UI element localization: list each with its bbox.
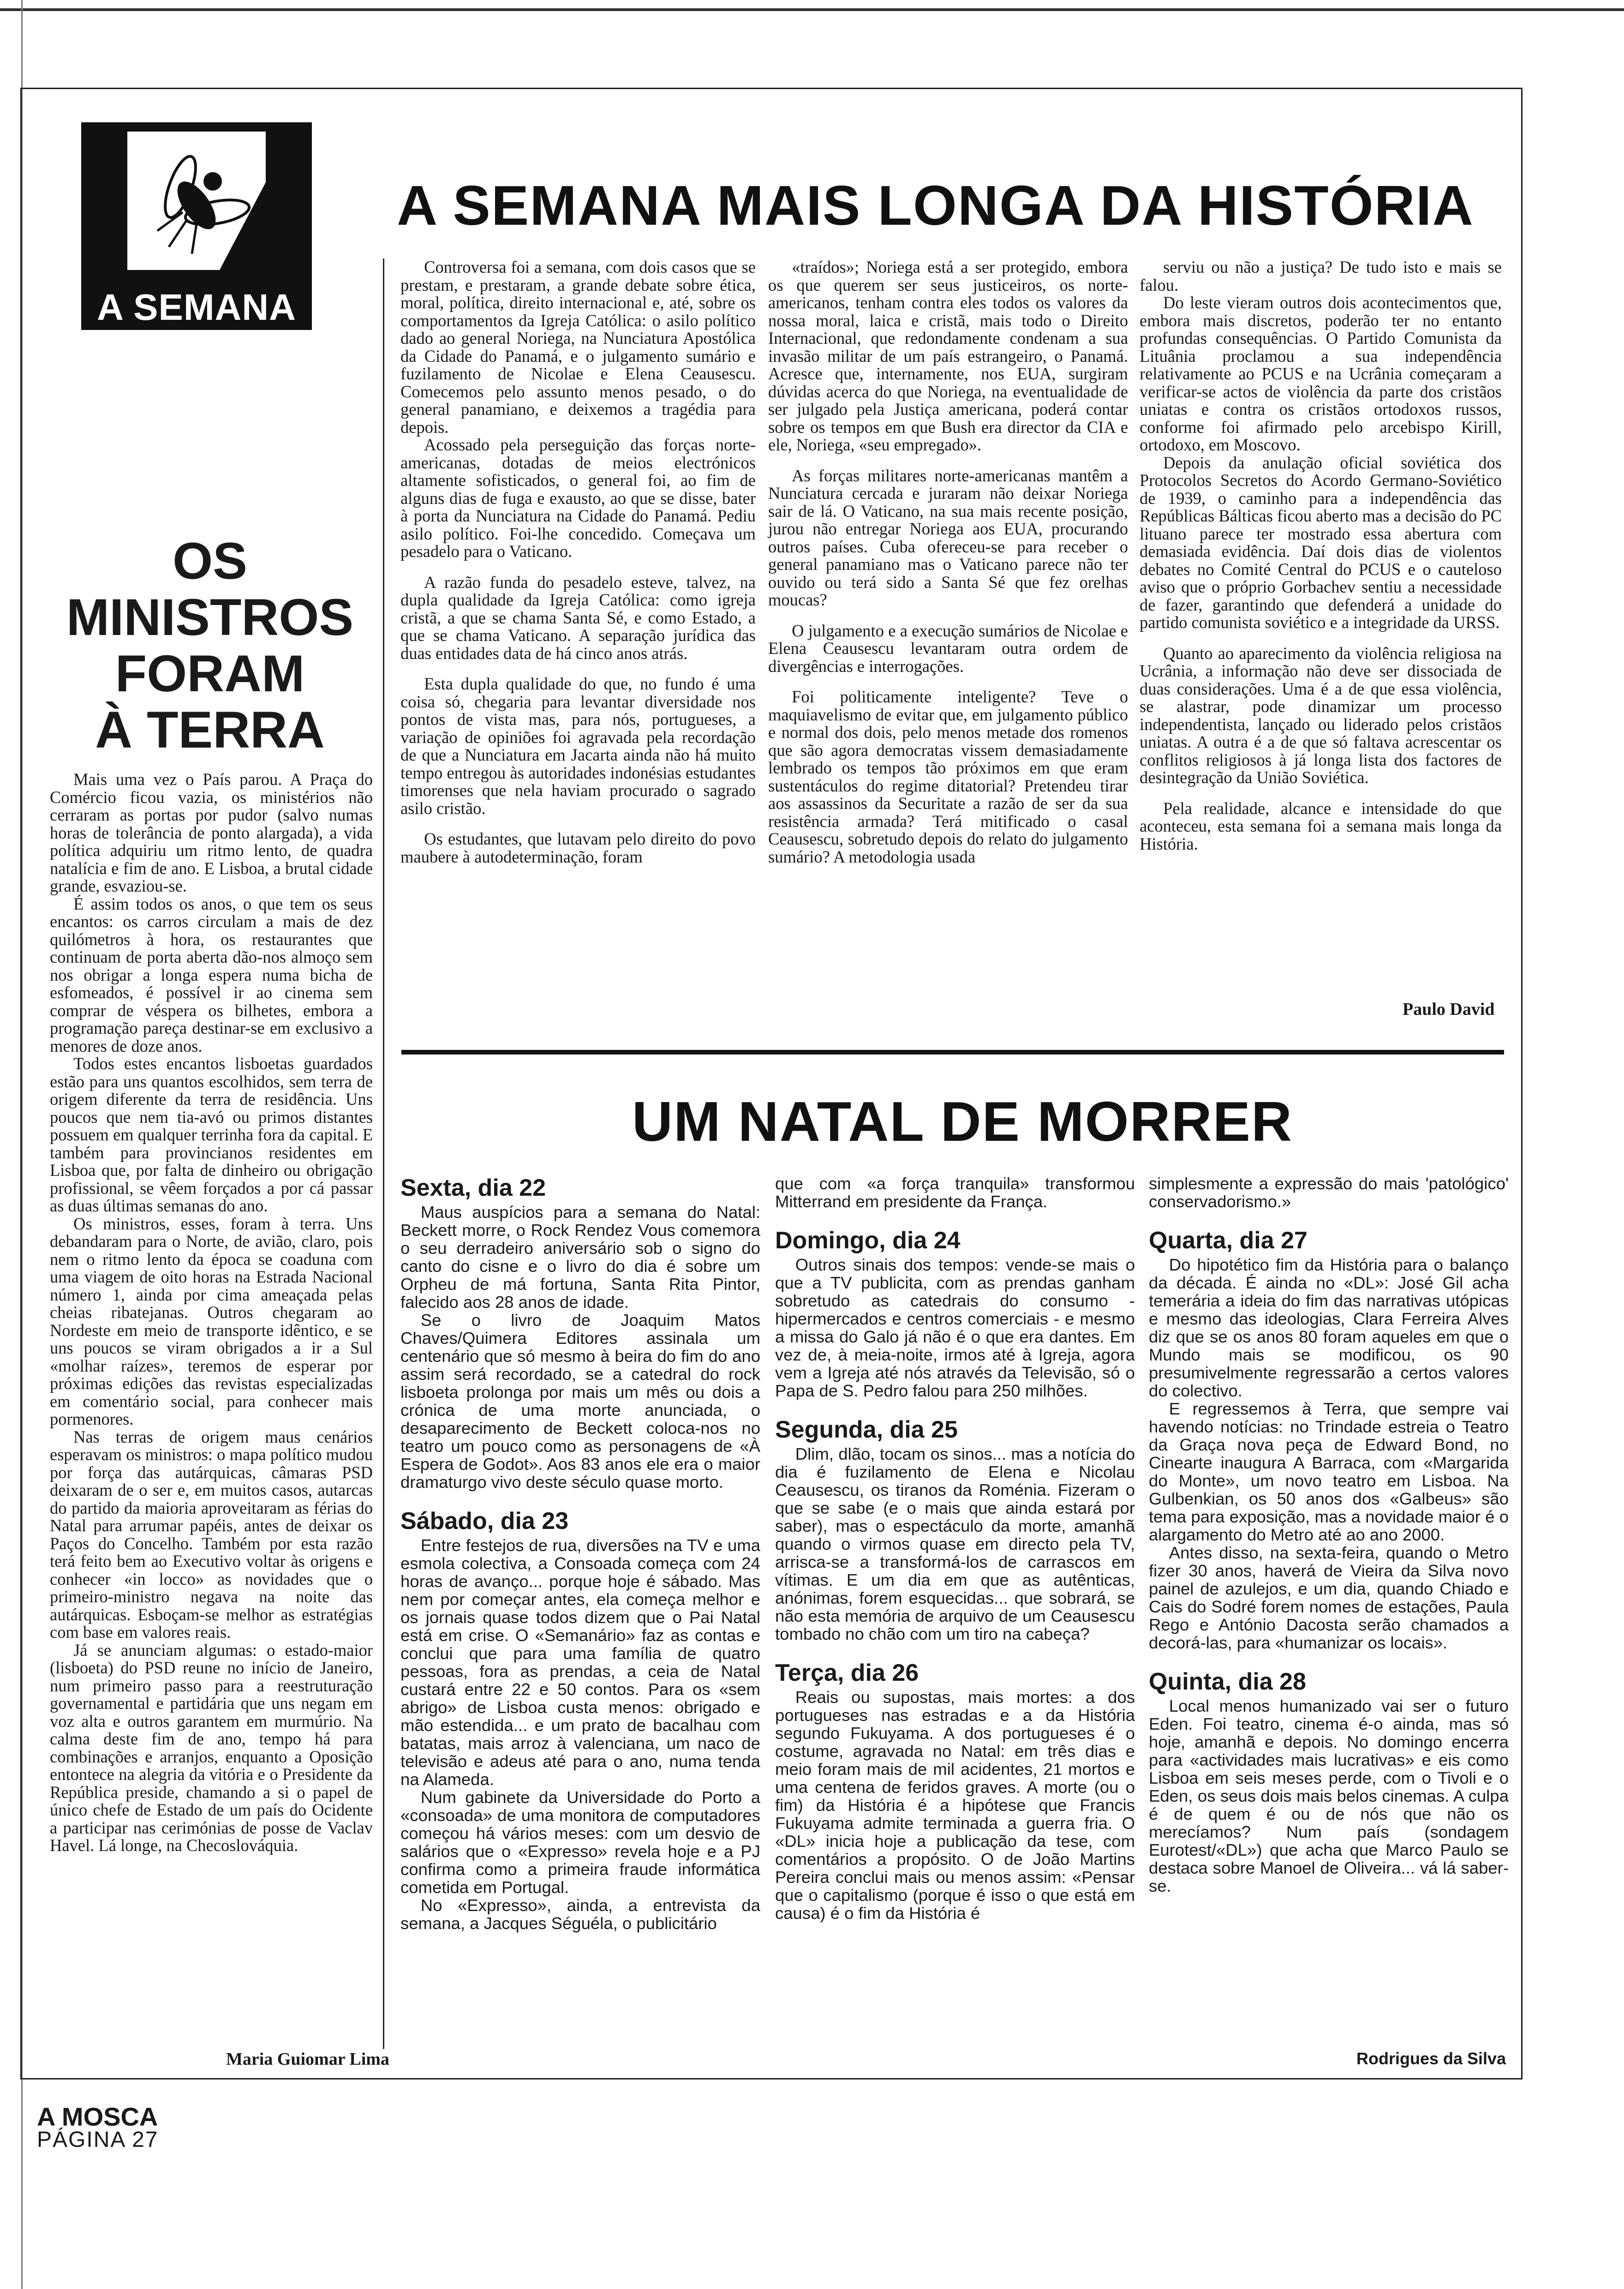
page-footer	[37, 2102, 159, 2152]
main-headline: A SEMANA MAIS LONGA DA HISTÓRIA	[397, 174, 1474, 237]
section-label: A SEMANA	[97, 287, 296, 328]
paragraph: E regressemos à Terra, que sempre vai havendo notícias: no Trindade estreia o Teatro da Graça nova peça de Edward Bond, no Cinearte inaugura A Barraca, com «Margarida do Monte», um novo teatro em Lisboa. Na Gulbenkian, os 50 anos dos «Galbeus» são tema para exposição, mas a novidade maior é o alargamento do Metro até ao ano 2000.	[1149, 1399, 1509, 1544]
paragraph: A razão funda do pesadelo esteve, talvez, na dupla qualidade da Igreja Católica: como igreja cristã, a que se chama Santa Sé, e como Estado, a que se chama Vaticano. A separação jurídica das duas entidades data de há cinco anos atrás.	[400, 572, 756, 663]
day-heading: Segunda, dia 25	[775, 1416, 958, 1443]
paragraph: simplesmente a expressão do mais 'patológico' conservadorismo.»	[1149, 1174, 1509, 1211]
paragraph: Do leste vieram outros dois acontecimentos que, embora mais discretos, poderão ter no entanto profundas consequências. O Partido Comunista da Lituânia proclamou a sua independência relativamente ao PCUS e na Ucrânia começaram a verificar-se actos de violência da parte dos cristãos uniatas e contra os cristãos ortodoxos russos, conforme foi afirmado pelo arcebispo Kirill, ortodoxo, em Moscovo.	[1140, 293, 1502, 454]
side-title-line: À TERRA	[95, 701, 325, 759]
page-number: PÁGINA 27	[37, 2127, 159, 2152]
paragraph: «traídos»; Noriega está a ser protegido, embora os que querem ser seus justiceiros, os norte-americanos, tenham contra eles todos os valores da nossa moral, laica e cristã, mais todo o Direito Internacional, que redondamente condenam a sua invasão militar de um país estrangeiro, o Panamá. Acresce que, internamente, nos EUA, surgiram dúvidas acerca do que Noriega, na eventualidade de ser julgado pela Justiça americana, poderá contar sobre os tempos em que Bush era director da CIA e ele, Noriega, «seu empregado».	[768, 258, 1128, 454]
natal-column-2	[775, 1174, 1135, 2079]
side-article-body	[50, 771, 373, 2026]
paragraph: Todos estes encantos lisboetas guardados estão para uns quantos escolhidos, sem terra de origem diferente da terra de residência. Uns poucos que nem tia-avó ou primos distantes possuem em qualquer terrinha fora da capital. E também para provincianos residentes em Lisboa que, por falta de dinheiro ou obrigação profissional, se vêem forçados a por cá passar as duas últimas semanas do ano.	[50, 1054, 373, 1215]
paragraph: Nas terras de origem maus cenários esperavam os ministros: o mapa político mudou por força das autárquicas, câmaras PSD deixaram de o ser e, em muitos casos, autarcas do partido da maioria aproveitaram as férias do Natal para arrumar papéis, antes de deixar os Paços do Concelho. Também por esta razão terá feito bem ao Executivo voltar às origens e conhecer «in locco» as novidades que o primeiro-ministro negava na noite das autárquicas. Esboçam-se melhor as estratégias com base em valores reais.	[50, 1427, 373, 1642]
paragraph: No «Expresso», ainda, a entrevista da semana, a Jacques Séguéla, o publicitário	[400, 1896, 760, 1933]
side-article-author: Maria Guiomar Lima	[226, 2049, 389, 2069]
paragraph: Antes disso, na sexta-feira, quando o Metro fizer 30 anos, haverá de Vieira da Silva novo painel de azulejos, e um dia, quando Chiado e Cais do Sodré forem nomes de estações, Paula Rego e António Dacosta serão chamados a decorá-las, para «humanizar os locais».	[1149, 1543, 1509, 1652]
day-heading: Domingo, dia 24	[775, 1227, 961, 1254]
main-article-column-1	[400, 258, 756, 1025]
paragraph: Num gabinete da Universidade do Porto a «consoada» de uma monitora de computadores começou há vários meses: com um desvio de salários que o «Expresso» revela hoje e a PJ confirma como a primeira fraude informática cometida em Portugal.	[400, 1788, 760, 1897]
paragraph: Foi politicamente inteligente? Teve o maquiavelismo de evitar que, em julgamento público e normal dos dois, pelo menos metade dos romenos que são agora democratas vissem demasiadamente lembrado os tempos tão próximos em que eram sustentáculos do regime ditatorial? Pretendeu tirar aos assassinos da Securitate a razão de ser da sua resistência armada? Terá mitificado o casal Ceausescu, sobretudo depois do relato do julgamento sumário? A metodologia usada	[768, 687, 1128, 866]
day-heading: Quarta, dia 27	[1149, 1227, 1308, 1254]
natal-column-3	[1149, 1174, 1509, 2051]
paragraph: Esta dupla qualidade do que, no fundo é uma coisa só, chegaria para levantar diversidade nos pontos de vista mas, para nós, portugueses, a variação de opiniões foi agravada pela recordação de que a Nunciatura em Jacarta ainda não há muito tempo entregou às autoridades indonésias estudantes timorenses que nela haviam procurado o sagrado asilo cristão.	[400, 674, 756, 818]
main-article-author: Paulo David	[1403, 1000, 1495, 1019]
paragraph: que com «a força tranquila» transformou Mitterrand em presidente da França.	[775, 1174, 1135, 1211]
side-title-line: MINISTROS	[66, 588, 354, 646]
paragraph: Acossado pela perseguição das forças norte-americanas, dotadas de meios electrónicos altamente sofisticados, o general foi, ao fim de alguns dias de fuga e exausto, ao que se disse, bater à porta da Nunciatura na Cidade do Panamá. Pediu asilo político. Foi-lhe concedido. Começava um pesadelo para o Vaticano.	[400, 435, 756, 561]
paragraph: Maus auspícios para a semana do Natal: Beckett morre, o Rock Rendez Vous comemora o seu derradeiro aniversário sob o signo do canto do cisne e o livro do dia é sobre um Orpheu de má fortuna, Santa Rita Pintor, falecido aos 28 anos de idade.	[400, 1203, 760, 1312]
paragraph: Se o livro de Joaquim Matos Chaves/Quimera Editores assinala um centenário que só mesmo à beira do fim do ano assim será recordado, se a catedral do rock lisboeta prolonga por mais um mês ou dois a crónica de uma morte anunciada, o desaparecimento de Beckett coloca-nos no teatro um pouco como as personagens de «À Espera de Godot». Aos 83 anos ele era o maior dramaturgo vivo deste século quase morto.	[400, 1311, 760, 1492]
natal-headline: UM NATAL DE MORRER	[632, 1090, 1293, 1153]
day-heading: Sábado, dia 23	[400, 1508, 569, 1534]
article-separator	[401, 1050, 1504, 1055]
paragraph: Controversa foi a semana, com dois casos que se prestam, e prestaram, a grande debate sobre ética, moral, política, direito internacional e, até, sobre os comportamentos da Igreja Católica: o asilo político dado ao general Noriega, na Nunciatura Apostólica da Cidade do Panamá, e o julgamento sumário e fuzilamento de Nicolae e Elena Ceausescu. Comecemos pelo assunto menos pesado, o do general panamiano, e deixemos a tragédia para depois.	[400, 258, 756, 437]
paragraph: Pela realidade, alcance e intensidade do que aconteceu, esta semana foi a semana mais longa da História.	[1140, 798, 1502, 853]
paragraph: O julgamento e a execução sumários de Nicolae e Elena Ceausescu levantaram outra ordem de divergências e interrogações.	[768, 621, 1128, 676]
paragraph: Reais ou supostas, mais mortes: a dos portugueses nas estradas e a da História segundo Fukuyama. A dos portugueses é o costume, agravada no Natal: em três dias e meio foram mais de mil acidentes, 21 mortos e uma centena de feridos graves. A morte (ou o fim) da História é a hipótese que Francis Fukuyama admite terminada a guerra fria. O «DL» inicia hoje a publicação da tese, com comentários a propósito. O de João Martins Pereira conclui mais ou menos assim: «Pensar que o capitalismo (porque é isso o que está em causa) é o fim da História é	[775, 1688, 1135, 1923]
day-heading: Quinta, dia 28	[1149, 1668, 1306, 1695]
side-title-line: FORAM	[115, 645, 305, 702]
paragraph: É assim todos os anos, o que tem os seus encantos: os carros circulam a mais de dez quilómetros à hora, os restaurantes que continuam de porta aberta dão-nos almoço sem nos obrigar a longa espera numa bicha de esfomeados, é possível ir ao cinema sem comprar de véspera os bilhetes, embora a programação pareça destinar-se em exclusivo a menores de doze anos.	[50, 894, 373, 1055]
paragraph: Quanto ao aparecimento da violência religiosa na Ucrânia, a informação não deve ser dissociada de duas considerações. Uma é a de que essa violência, se alastrar, pode dinamizar um processo independentista, lançado ou liderado pelos cristãos uniatas. A outra é a de que só faltava acrescentar os conflitos religiosos à já longa lista dos factores de desintegração da União Soviética.	[1140, 643, 1502, 787]
paragraph: Local menos humanizado vai ser o futuro Eden. Foi teatro, cinema é-o ainda, mas só hoje, amanhã e depois. No domingo encerra para «actividades mais lucrativas» e eis como Lisboa em seis meses perde, com o Tivoli e o Eden, os seus dois mais belos cinemas. A culpa é de quem é ou de nós que não os merecíamos? Num país (sondagem Eurotest/«DL») que acha que Marco Paulo se destaca sobre Manoel de Oliveira... vá lá saber-se.	[1149, 1696, 1509, 1895]
day-heading: Terça, dia 26	[775, 1660, 919, 1686]
paragraph: Os ministros, esses, foram à terra. Uns debandaram para o Norte, de avião, claro, pois nem o ritmo lento da época se coaduna com uma viagem de oito horas na Estrada Nacional número 1, ainda por cima ameaçada pelas cheias ribatejanas. Outros chegaram ao Nordeste em meio de transporte idêntico, e se uns poucos se viram obrigados a ir a Sul «molhar raízes», teremos de esperar por próximas edições das revistas especializadas em comentário social, para conhecer mais pormenores.	[50, 1214, 373, 1428]
paragraph: As forças militares norte-americanas mantêm a Nunciatura cercada e juraram não deixar Noriega sair de lá. O Vaticano, na sua mais recente posição, jurou não entregar Noriega aos EUA, procurando outros países. Cuba ofereceu-se para receber o general panamiano mas o Vaticano parece não ter ouvido ou terá sido a Santa Sé que fez orelhas moucas?	[768, 466, 1128, 609]
column-divider	[383, 258, 384, 2049]
paragraph: Entre festejos de rua, diversões na TV e uma esmola colectiva, a Consoada começa com 24 horas de avanço... porque hoje é sábado. Mas nem por começar antes, ela começa melhor e os jornais quase todos dizem que o Pai Natal está em crise. O «Semanário» faz as contas e conclui que para uma família de quatro pessoas, fora as prendas, a ceia de Natal custará entre 22 e 50 contos. Para os «sem abrigo» de Lisboa custa menos: obrigado e mão estendida... e um prato de bacalhau com batatas, mais arroz à valenciana, um naco de televisão e adeus até para o ano, numa tenda na Alameda.	[400, 1536, 760, 1789]
side-title-line: OS	[173, 532, 247, 590]
natal-column-1	[400, 1174, 760, 2079]
fly-icon	[127, 132, 266, 270]
main-article-column-3	[1140, 258, 1502, 997]
paragraph: Depois da anulação oficial soviética dos Protocolos Secretos do Acordo Germano-Soviético de 1939, o caminho para a independência das Repúblicas Bálticas ficou aberto mas a decisão do PC lituano parece ter mostrado essa abertura com demasiada evidência. Daí dois dias de violentos debates no Comité Central do PCUS e o cauteloso aviso que o próprio Gorbachev sentiu a necessidade de fazer, garantindo que defenderá a unidade do partido comunista soviético e a integridade da URSS.	[1140, 453, 1502, 632]
side-article-title	[60, 533, 360, 758]
paragraph: Mais uma vez o País parou. A Praça do Comércio ficou vazia, os ministérios não cerraram as portas por pudor (salvo numas horas de tolerância de ponto alargada), a vida política adquiriu um ritmo lento, de quadra natalícia e fim de ano. E Lisboa, a brutal cidade grande, esvaziou-se.	[50, 770, 373, 895]
paragraph: Dlim, dlão, tocam os sinos... mas a notícia do dia é fuzilamento de Elena e Nicolau Ceausescu, os tiranos da Roménia. Fizeram o que se sabe (e o mais que ainda estará por saber), mas o espectáculo da morte, amanhã quando o virmos quase em directo pela TV, arrisca-se a transformá-los de carrascos em vítimas. E um dia em que as autênticas, anónimas, forem esquecidas... que sobrará, se não esta memória de arquivo de um Ceausescu tombado no chão com um tiro na cabeça?	[775, 1444, 1135, 1643]
paragraph: Do hipotético fim da História para o balanço da década. É ainda no «DL»: José Gil acha temerária a ideia do fim das narrativas utópicas e mesmo das ideologias, Clara Ferreira Alves diz que se os anos 80 foram aqueles em que o Mundo mais se modificou, os 90 presumivelmente regressarão a certos valores do colectivo.	[1149, 1255, 1509, 1400]
day-heading: Sexta, dia 22	[400, 1174, 546, 1201]
publication-name: A MOSCA	[37, 2102, 158, 2131]
paragraph: serviu ou não a justiça? De tudo isto e mais se falou.	[1140, 258, 1502, 294]
main-article-column-2	[768, 258, 1128, 1025]
section-logo	[81, 122, 312, 330]
natal-article-author: Rodrigues da Silva	[1356, 2049, 1506, 2068]
paragraph: Outros sinais dos tempos: vende-se mais o que a TV publicita, com as prendas ganham sobretudo as catedrais do consumo - hipermercados e centros comerciais - e mesmo a missa do Galo já não é o que era dantes. Em vez de, à meia-noite, irmos até à Igreja, agora vem a Igreja até nós através da Televisão, só o Papa de S. Pedro falou para 250 milhões.	[775, 1255, 1135, 1400]
paragraph: Os estudantes, que lutavam pelo direito do povo maubere à autodeterminação, foram	[400, 829, 756, 866]
top-border	[0, 8, 1624, 11]
paragraph: Já se anunciam algumas: o estado-maior (lisboeta) do PSD reune no início de Janeiro, num primeiro passo para a reestruturação governamental e partidária que uns negam em voz alta e outros garantem em murmúrio. Na calma deste fim de ano, tempo há para combinações e arranjos, enquanto a Oposição entontece na alegria da vitória e o Presidente da República preside, chamando a si o papel de único chefe de Estado de um país do Ocidente a participar nas cerimónias de posse de Vaclav Havel. Lá longe, na Checoslováquia.	[50, 1640, 373, 1855]
